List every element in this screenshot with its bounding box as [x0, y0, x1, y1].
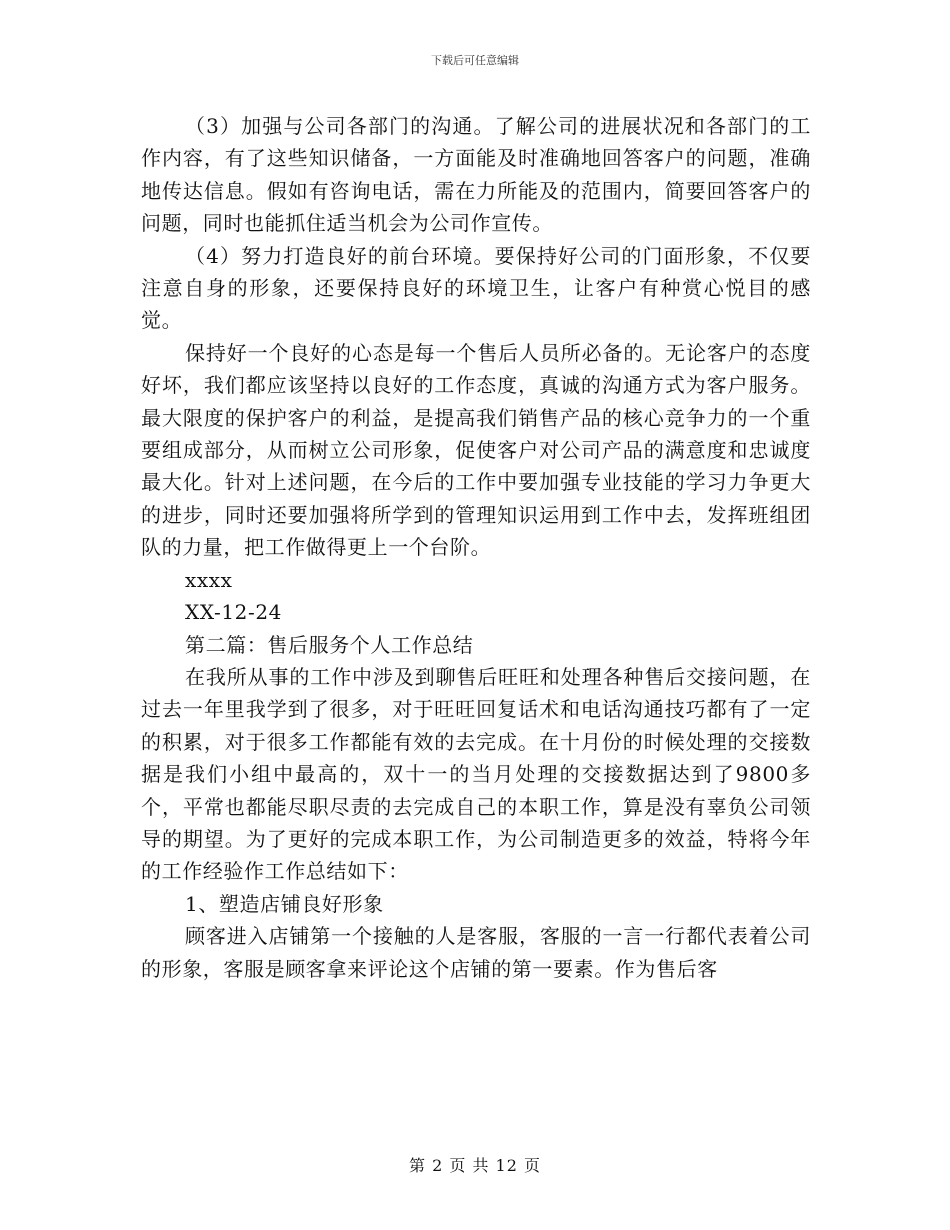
- page-number: 第 2 页 共 12 页: [409, 1156, 541, 1175]
- section-title: 第二篇：售后服务个人工作总结: [185, 632, 474, 657]
- page-header: 下载后可任意编辑: [431, 54, 519, 67]
- signature-name: xxxx: [185, 567, 233, 592]
- subheading-store-image: 1、塑造店铺良好形象: [185, 891, 384, 916]
- paragraph-communication: （3）加强与公司各部门的沟通。了解公司的进展状况和各部门的工作内容，有了这些知识储备，一方面能及时准确地回答客户的问题，准确地传达信息。假如有咨询电话，需在力所能及的范围内，简要回答客户的问题，同时也能抓住适当机会为公司作宣传。: [141, 114, 811, 236]
- signature-date: XX-12-24: [185, 600, 282, 625]
- paragraph-store-image: 顾客进入店铺第一个接触的人是客服，客服的一言一行都代表着公司的形象，客服是顾客拿来评论这个店铺的第一要素。作为售后客: [141, 924, 811, 981]
- paragraph-summary-intro: 在我所从事的工作中涉及到聊售后旺旺和处理各种售后交接问题，在过去一年里我学到了很多，对于旺旺回复话术和电话沟通技巧都有了一定的积累，对于很多工作都能有效的去完成。在十月份的时候处理的交接数据是我们小组中最高的，双十一的当月处理的交接数据达到了9800多个，平常也都能尽职尽责的去完成自己的本职工作，算是没有辜负公司领导的期望。为了更好的完成本职工作，为公司制造更多的效益，特将今年的工作经验作工作总结如下：: [141, 664, 811, 884]
- paragraph-attitude: 保持好一个良好的心态是每一个售后人员所必备的。无论客户的态度好坏，我们都应该坚持以良好的工作态度，真诚的沟通方式为客户服务。最大限度的保护客户的利益，是提高我们销售产品的核心竞争力的一个重要组成部分，从而树立公司形象，促使客户对公司产品的满意度和忠诚度最大化。针对上述问题，在今后的工作中要加强专业技能的学习力争更大的进步，同时还要加强将所学到的管理知识运用到工作中去，发挥班组团队的力量，把工作做得更上一个台阶。: [141, 340, 811, 560]
- document-body: [141, 110, 811, 985]
- paragraph-front-desk: （4）努力打造良好的前台环境。要保持好公司的门面形象，不仅要注意自身的形象，还要保持良好的环境卫生，让客户有种赏心悦目的感觉。: [141, 243, 811, 333]
